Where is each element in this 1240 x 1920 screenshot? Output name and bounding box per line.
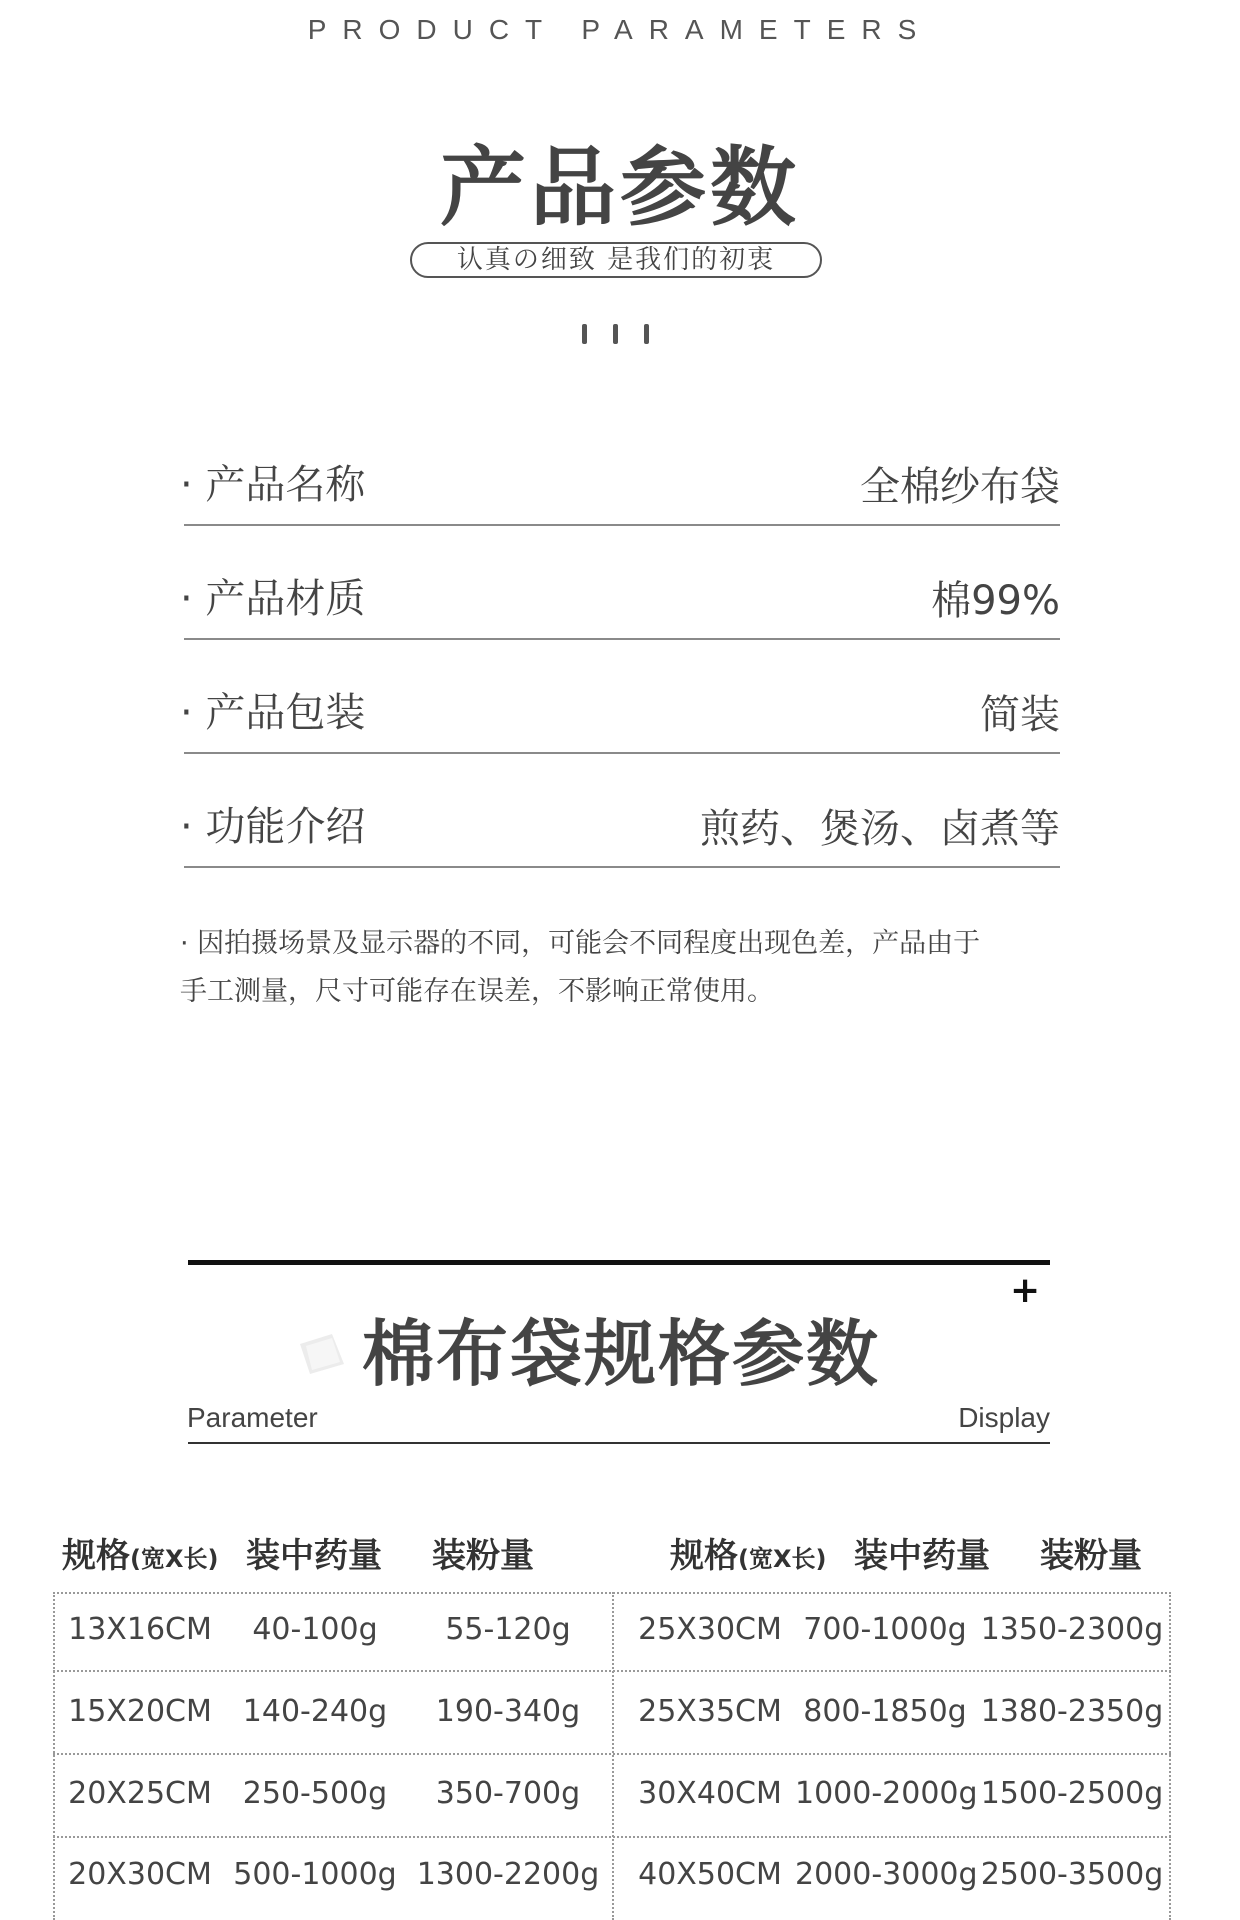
- table-cell: 1350-2300g: [980, 1612, 1164, 1647]
- table-cell: 40-100g: [252, 1612, 378, 1647]
- section-underline: [188, 1442, 1050, 1444]
- divider-tick: [613, 324, 618, 344]
- row-divider: [184, 866, 1060, 868]
- table-cell: 1300-2200g: [416, 1857, 600, 1892]
- plus-icon: +: [1010, 1270, 1041, 1311]
- table-center-divider: [612, 1592, 614, 1920]
- table-cell: 40X50CM: [638, 1857, 782, 1892]
- header-size-unit: (宽X长): [738, 1545, 827, 1573]
- page-title: 产品参数: [440, 138, 800, 238]
- header-size-label: 规格: [670, 1536, 738, 1576]
- header-herb-right: 装中药量: [854, 1536, 990, 1576]
- table-cell: 2000-3000g: [795, 1857, 978, 1892]
- table-cell: 1380-2350g: [980, 1694, 1164, 1729]
- table-cell: 2500-3500g: [980, 1857, 1164, 1892]
- section-top-bar: [188, 1260, 1050, 1265]
- table-cell: 140-240g: [242, 1694, 388, 1729]
- header-size-right: [670, 1528, 826, 1577]
- divider-tick: [582, 324, 587, 344]
- param-label: · 产品材质: [180, 576, 366, 622]
- spec-section-title: 棉布袋规格参数: [362, 1312, 881, 1396]
- table-cell: 1000-2000g: [795, 1776, 978, 1811]
- table-cell: 20X30CM: [68, 1857, 212, 1892]
- table-cell: 500-1000g: [233, 1857, 397, 1892]
- header-size-left: [62, 1528, 218, 1577]
- param-value: 全棉纱布袋: [860, 464, 1060, 510]
- header-size-unit: (宽X长): [130, 1545, 219, 1573]
- param-value: 简装: [980, 692, 1060, 738]
- param-row-packaging: [180, 640, 1060, 754]
- table-cell: 13X16CM: [68, 1612, 212, 1647]
- table-cell: 250-500g: [242, 1776, 388, 1811]
- header-powder-left: 装粉量: [432, 1536, 534, 1576]
- param-row-function: [180, 754, 1060, 868]
- header-powder-right: 装粉量: [1040, 1536, 1142, 1576]
- param-value: 煎药、煲汤、卤煮等: [700, 806, 1060, 852]
- param-label: · 功能介绍: [180, 804, 366, 850]
- header-herb-left: 装中药量: [246, 1536, 382, 1576]
- slogan-badge: 认真の细致 是我们的初衷: [410, 242, 822, 278]
- subtitle-parameter: Parameter: [187, 1402, 318, 1433]
- table-cell: 350-700g: [435, 1776, 581, 1811]
- disclaimer-line: 手工测量，尺寸可能存在误差，不影响正常使用。: [180, 976, 774, 1007]
- table-row-divider: [53, 1753, 1171, 1755]
- paper-icon: [292, 1330, 352, 1380]
- param-row-name: [180, 412, 1060, 526]
- eyebrow-text: PRODUCT PARAMETERS: [307, 14, 933, 45]
- table-cell: 30X40CM: [638, 1776, 782, 1811]
- table-cell: 190-340g: [435, 1694, 581, 1729]
- table-cell: 55-120g: [445, 1612, 571, 1647]
- disclaimer-note: [180, 920, 1080, 1016]
- table-cell: 1500-2500g: [980, 1776, 1164, 1811]
- subtitle-display: Display: [958, 1402, 1050, 1433]
- param-value: 棉99%: [931, 578, 1060, 624]
- param-label: · 产品名称: [180, 462, 366, 508]
- table-cell: 800-1850g: [803, 1694, 967, 1729]
- header-size-label: 规格: [62, 1536, 130, 1576]
- param-label: · 产品包装: [180, 690, 366, 736]
- table-cell: 25X30CM: [638, 1612, 782, 1647]
- table-cell: 700-1000g: [803, 1612, 967, 1647]
- table-cell: 15X20CM: [68, 1694, 212, 1729]
- disclaimer-line: · 因拍摄场景及显示器的不同，可能会不同程度出现色差，产品由于: [180, 928, 981, 959]
- table-cell: 25X35CM: [638, 1694, 782, 1729]
- table-row-divider: [53, 1670, 1171, 1672]
- table-row-divider: [53, 1836, 1171, 1838]
- table-cell: 20X25CM: [68, 1776, 212, 1811]
- param-row-material: [180, 526, 1060, 640]
- divider-tick: [644, 324, 649, 344]
